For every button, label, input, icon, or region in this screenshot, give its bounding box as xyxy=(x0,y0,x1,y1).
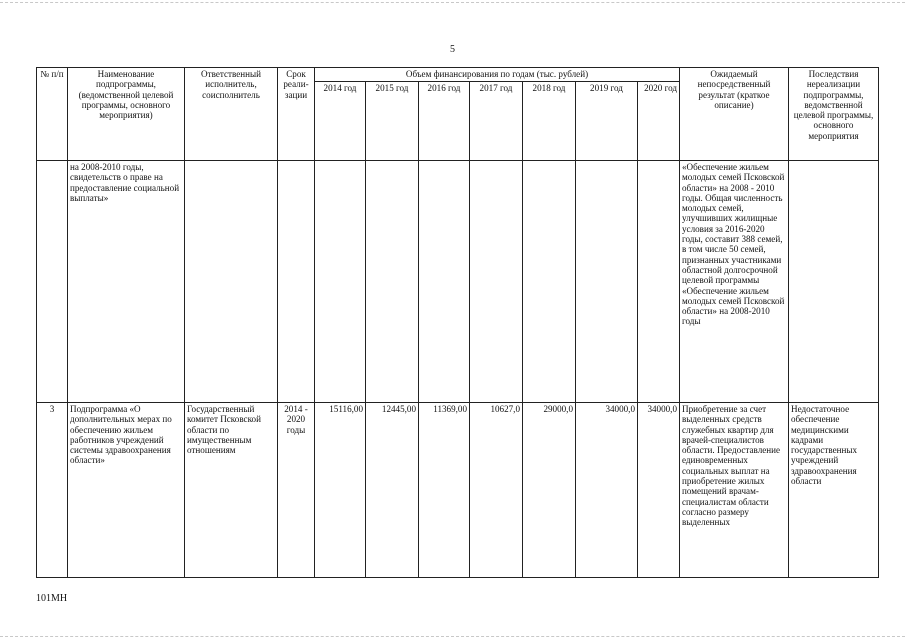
cell-value-2019: 34000,0 xyxy=(576,403,638,578)
cell-term: 2014 - 2020 годы xyxy=(278,403,315,578)
footer-code: 101МН xyxy=(36,593,68,604)
funding-table xyxy=(36,67,879,578)
table-row-subprogram-3 xyxy=(37,403,879,578)
header-name: Наименование подпрограммы, (ведомственной целевой программы, основного мероприятия) xyxy=(68,68,185,161)
header-term: Срок реали-зации xyxy=(278,68,315,161)
cell-value-2016: 11369,00 xyxy=(419,403,470,578)
cell-result-continuation: «Обеспечение жильем молодых семей Псковской области» на 2008 - 2010 годы. Общая численность молодых семей, улучшивших жилищные условия за 2016-2020 годы, составит 388 семей, в том числе 50 семей, признанных участниками областной долгосрочной целевой программы «Обеспечение жильем молодых семей Псковской области» на 2008-2010 годы xyxy=(680,161,789,403)
cell-consequences-empty xyxy=(789,161,879,403)
scan-edge-bottom xyxy=(0,636,905,637)
header-year-2018: 2018 год xyxy=(523,82,576,161)
cell-value-2017: 10627,0 xyxy=(470,403,523,578)
cell-2014-empty xyxy=(315,161,366,403)
cell-2019-empty xyxy=(576,161,638,403)
cell-term-empty xyxy=(278,161,315,403)
scan-edge-top xyxy=(0,2,905,3)
cell-value-2020: 34000,0 xyxy=(638,403,680,578)
header-num: № п/п xyxy=(37,68,68,161)
header-year-2017: 2017 год xyxy=(470,82,523,161)
header-consequences: Последствия нереализации подпрограммы, ведомственной целевой программы, основного мероприятия xyxy=(789,68,879,161)
cell-responsible: Государственный комитет Псковской области по имущественным отношениям xyxy=(185,403,278,578)
cell-value-2015: 12445,00 xyxy=(366,403,419,578)
cell-result: Приобретение за счет выделенных средств служебных квартир для врачей-специалистов области. Предоставление единовременных социальных выплат на приобретение жилых помещений врачам-специалистам области согласно размеру выделенных xyxy=(680,403,789,578)
header-year-2014: 2014 год xyxy=(315,82,366,161)
cell-2015-empty xyxy=(366,161,419,403)
cell-num-empty xyxy=(37,161,68,403)
page-number: 5 xyxy=(450,44,455,55)
cell-value-2018: 29000,0 xyxy=(523,403,576,578)
cell-responsible-empty xyxy=(185,161,278,403)
header-year-2015: 2015 год xyxy=(366,82,419,161)
cell-2016-empty xyxy=(419,161,470,403)
header-year-2020: 2020 год xyxy=(638,82,680,161)
cell-name-continuation: на 2008-2010 годы, свидетельств о праве на предоставление социальной выплаты» xyxy=(68,161,185,403)
cell-value-2014: 15116,00 xyxy=(315,403,366,578)
header-year-2019: 2019 год xyxy=(576,82,638,161)
header-funding-group: Объем финансирования по годам (тыс. рублей) xyxy=(315,68,680,82)
cell-consequences: Недостаточное обеспечение медицинскими кадрами государственных учреждений здравоохранения области xyxy=(789,403,879,578)
header-year-2016: 2016 год xyxy=(419,82,470,161)
header-responsible: Ответственный исполнитель, соисполнитель xyxy=(185,68,278,161)
cell-2017-empty xyxy=(470,161,523,403)
table-row-continuation xyxy=(37,161,879,403)
cell-name: Подпрограмма «О дополнительных мерах по обеспечению жильем работников учреждений системы здравоохранения области» xyxy=(68,403,185,578)
cell-num: 3 xyxy=(37,403,68,578)
header-result: Ожидаемый непосредственный результат (краткое описание) xyxy=(680,68,789,161)
cell-2018-empty xyxy=(523,161,576,403)
cell-2020-empty xyxy=(638,161,680,403)
